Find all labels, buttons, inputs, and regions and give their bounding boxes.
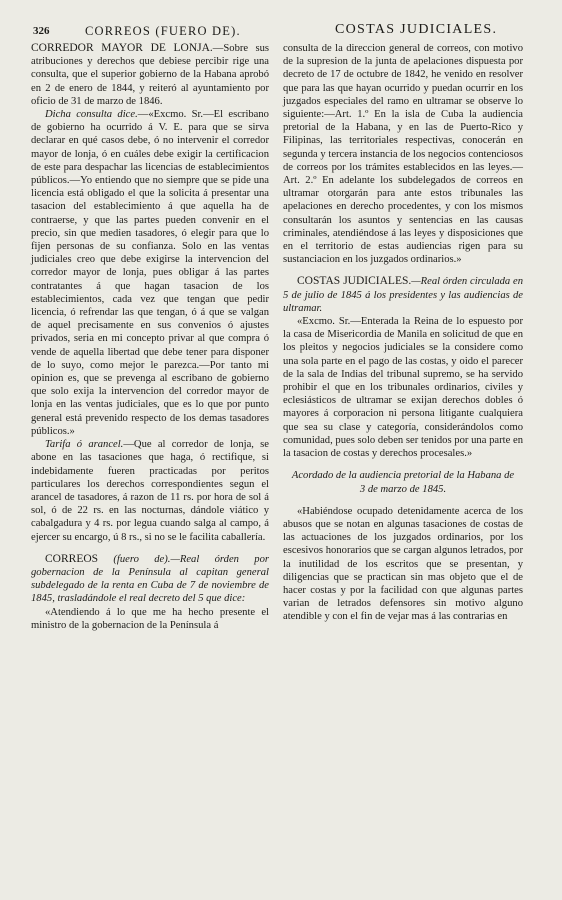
paragraph-text: —Que al corredor de lonja, se abone en las tasaciones que haga, ó rectifique, si indebidamente fueren practicadas por peritos particulares los derechos correspondientes segun el arancel de tasadores, á razon de 11 rs. por hora de sol á sol, ó de 22 rs. en las nocturnas, dándole viático y cabalgadura y 4 rs. por legua cuando salga al campo, á ejercer su encargo, ú 8 rs., si no se le facilita caballería.	[31, 439, 269, 543]
paragraph-lead: Dicha consulta dice.	[45, 109, 138, 121]
paragraph-text: consulta de la direccion general de correos, con motivo de la supresion de la junta de apelaciones dispuesta por decreto de 17 de octubre de 1842, he venido en resolver que para las que hayan ocurrido y puedan ocurrir en los juzgados especiales del ramo en ultramar se observe lo siguiente:—Art. 1.º En la isla de Cuba la audiencia pretorial de la Habana, y en las de Puerto-Rico y Filipinas, las territoriales respectivas, conocerán en segunda y tercera instancia de los negocios contenciosos de correos por los trámites establecidos en las leyes.—Art. 2.º En adelante los subdelegados de correos en ultramar otorgarán para ante estos tribunales las apelaciones en derecho procedentes, y con los mismos consultarán los asuntos y sentencias en las causas criminales, atendiéndose á las leyes y disposiciones que en el territorio de estas audiencias rigen para su sustanciacion en los juzgados ordinarios.»	[283, 43, 523, 266]
entry-text: —Real órden por gobernacion de la Península al capitan general subdelegado de la renta en Cuba de 7 de noviembre de 1845, trasladándole el real decreto del 5 que dice:	[31, 553, 270, 605]
running-header-left: CORREOS (FUERO DE).	[85, 24, 241, 38]
left-column	[31, 42, 269, 632]
paragraph-text: —«Excmo. Sr.—El escribano de gobierno ha ocurrido á V. E. para que se sirva declarar en qué casos debe, ó no intervenir el corredor mayor de lonja, ó en cuáles debe exigir la certificacion de este para despachar las licencias de establecimientos públicos.—Yo entiendo que no siempre que se pide una licencia está obligado el que la solicita á presentar una tasacion del establecimiento á que aquella ha de contraerse, y que las partes pueden convenir en el precio, sin que medien tasadores, ó elegir para que lo fijen personas de su confianza. Solo en las ventas judiciales creo que debe exigirse la intervencion del corredor mayor de lonja, pues obligar á las partes contratantes á que hagan tasacion de los establecimientos, cada vez que tengan que pedir licencia, ó refrendar las que tengan, ó á que se valgan de aquel precisamente en sus convenios ó ajustes privados, seria en mi concepto privar al que compra ó vende de aquella libertad que debe tener para disponer de lo suyo, como mejor le parezca.—Por tanto mi opinion es, que se prevenga al escribano de gobierno que solo exija la intervencion del corredor mayor de lonja en las ventas judiciales, que es lo que por punto general está prevenido respecto de los demas tasadores públicos.»	[31, 109, 269, 437]
paragraph	[283, 315, 523, 460]
page-number: 326	[33, 25, 50, 37]
entry-heading: CORREDOR MAYOR DE LONJA.	[31, 42, 213, 54]
paragraph	[283, 505, 523, 624]
entry-correos	[31, 553, 269, 606]
paragraph	[31, 108, 269, 438]
entry-heading: COSTAS JUDICIALES.	[297, 275, 412, 288]
entry-corredor-mayor	[31, 42, 269, 108]
running-header-right: COSTAS JUDICIALES.	[335, 22, 498, 37]
paragraph-text: «Atendiendo á lo que me ha hecho presente el ministro de la gobernacion de la Península á	[31, 606, 269, 631]
section-title: Acordado de la audiencia pretorial de la Habana de 3 de marzo de 1845.	[291, 470, 515, 495]
right-column	[283, 42, 523, 624]
paragraph	[31, 606, 269, 632]
paragraph-text: «Excmo. Sr.—Enterada la Reina de lo espuesto por la casa de Misericordia de Manila en solicitud de que en los pleitos y negocios judiciales se la considere como una sola parte en el pago de las costas, y oido el parecer de la sala de Indias del tribunal supremo, se ha servido prohibir el que en los tribunales ordinarios, civiles y eclesiásticos de ultramar se exijan derechos dobles ó mayores á corporacion ni persona litigante cualquiera que sea su clase y categoría, considerándolos como comunidad, pues solo deben ser tenidos por una parte en la tasacion de costas y derechos procesales.»	[283, 316, 523, 460]
entry-text: —Sobre sus atribuciones y derechos que debiese percibir rige una consulta, que el superior gobierno de la Habana aprobó en 2 de enero de 1844, y reiteró al ayuntamiento por oficio de 31 de marzo de 1846.	[31, 43, 269, 107]
paragraph	[31, 438, 269, 544]
paragraph	[283, 42, 523, 266]
paragraph-text: «Habiéndose ocupado detenidamente acerca de los abusos que se notan en algunas tasaciones de costas de las actuaciones de los juzgados ordinarios, por los escesivos honorarios que se cargan algunos letrados, por la inutilidad de los escritos que se presentan, y diligencias que se practican sin mas objeto que el de hacer costas y por la facilidad con que algunas partes varian de letrados defensores sin motivo alguno atendible y con el fin de vejar mas á las contrarias en	[283, 505, 523, 623]
entry-costas-judiciales	[283, 275, 523, 315]
paragraph-lead: Tarifa ó arancel.	[45, 439, 124, 451]
entry-heading: CORREOS	[45, 552, 99, 565]
entry-heading-sub: (fuero de).	[113, 553, 171, 565]
entry-text: —Real órden circulada en 5 de julio de 1845 á los presidentes y las audiencias de ultramar.	[283, 276, 524, 314]
